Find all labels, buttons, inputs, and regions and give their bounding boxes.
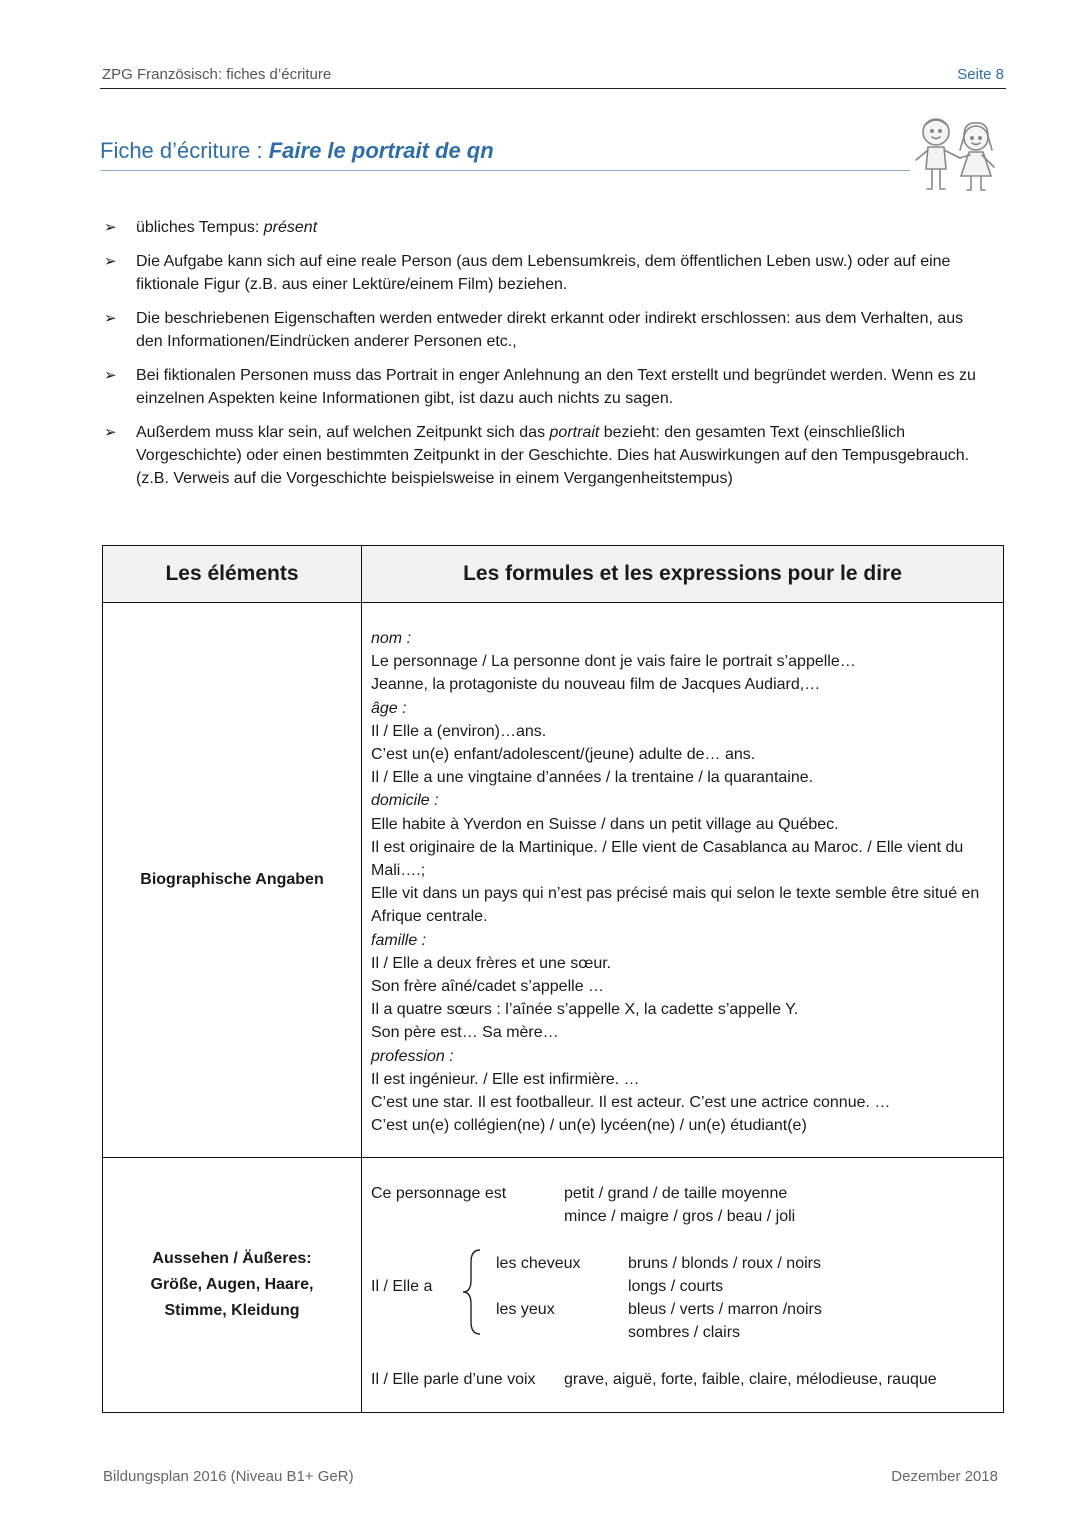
- page-title: [100, 138, 910, 164]
- expression-line: C’est un(e) collégien(ne) / un(e) lycéen(ne) / un(e) étudiant(e): [371, 1117, 807, 1135]
- arrow-bullet-icon: ➢: [104, 253, 117, 270]
- eye-colors: bleus / verts / marron /noirs: [628, 1301, 822, 1319]
- voice-phrase: Il / Elle parle d’une voix: [371, 1371, 536, 1389]
- expression-line: Il / Elle a deux frères et une sœur.: [371, 954, 612, 972]
- bio-expressions: [362, 603, 1004, 1158]
- title-emphasis: Faire le portrait de qn: [268, 138, 494, 163]
- section-label: âge :: [371, 699, 407, 717]
- eye-tone: sombres / clairs: [628, 1324, 741, 1342]
- bullet-text: übliches Tempus:: [136, 219, 264, 236]
- bullet-text-end: bezieht: den gesamten Text (einschließlich Vorgeschichte) oder einen bestimmten Zeitpunkt in der Geschichte. Dies hat Auswirkungen auf den Tempusgebrauch. (z.B. Verweis auf die Vorgeschichte beispielsweise in einem Vergangenheitstempus): [136, 424, 970, 487]
- expression-line: Son père est… Sa mère…: [371, 1024, 559, 1042]
- column-header-formulas: Les formules et les expressions pour le dire: [362, 546, 1004, 603]
- build-options: mince / maigre / gros / beau / joli: [564, 1208, 796, 1226]
- size-options: petit / grand / de taille moyenne: [564, 1185, 788, 1203]
- bullet-text: Bei fiktionalen Personen muss das Portrait in enger Anlehnung an den Text erstellt und begründet werden. Wenn es zu einzelnen Aspekten keine Informationen gibt, ist dazu auch nichts zu sagen.: [136, 367, 976, 407]
- page-number: Seite 8: [957, 66, 1004, 83]
- expression-line: Il / Elle a une vingtaine d’années / la trentaine / la quarantaine.: [371, 769, 814, 787]
- children-illustration-icon: [906, 112, 1006, 208]
- arrow-bullet-icon: ➢: [104, 219, 117, 236]
- expression-line: Elle vit dans un pays qui n’est pas précisé mais qui selon le texte semble être situé en Afrique centrale.: [371, 885, 980, 926]
- header-title: ZPG Französisch: fiches d’écriture: [102, 66, 332, 83]
- arrow-bullet-icon: ➢: [104, 367, 117, 384]
- list-item: [104, 421, 994, 490]
- table-row: [103, 1158, 1004, 1413]
- hair-label: les cheveux: [496, 1255, 581, 1273]
- label-line: Aussehen / Äußeres:: [152, 1250, 312, 1268]
- bullet-text: Die Aufgabe kann sich auf eine reale Person (aus dem Lebensumkreis, dem öffentlichen Leben usw.) oder auf eine fiktionale Figur (z.B. aus einer Lektüre/einem Film) beziehen.: [136, 253, 951, 293]
- list-item: [104, 250, 994, 296]
- expression-line: Il est originaire de la Martinique. / Elle vient de Casablanca au Maroc. / Elle vient du Mali….;: [371, 838, 964, 880]
- eyes-label: les yeux: [496, 1301, 555, 1319]
- table-row: [103, 603, 1004, 1158]
- expression-line: Il a quatre sœurs : l’aînée s’appelle X, la cadette s’appelle Y.: [371, 1001, 799, 1019]
- expression-line: Elle habite à Yverdon en Suisse / dans un petit village au Québec.: [371, 815, 839, 833]
- expression-line: C’est une star. Il est footballeur. Il est acteur. C’est une actrice connue. …: [371, 1094, 891, 1112]
- hair-length: longs / courts: [628, 1278, 724, 1296]
- section-label: profession :: [371, 1047, 454, 1065]
- appearance-expressions: [362, 1158, 1004, 1413]
- bullet-text: Die beschriebenen Eigenschaften werden entweder direkt erkannt oder indirekt erschlossen: aus dem Verhalten, aus den Informationen/Eindrücken anderer Personen etc.,: [136, 310, 964, 350]
- subject-phrase: Il / Elle a: [371, 1278, 433, 1296]
- arrow-bullet-icon: ➢: [104, 424, 117, 441]
- expressions-table: [102, 545, 1004, 1413]
- label-line: Größe, Augen, Haare,: [150, 1276, 314, 1294]
- title-prefix: Fiche d’écriture :: [100, 138, 269, 163]
- list-item: [104, 364, 994, 410]
- expression-line: Le personnage / La personne dont je vais faire le portrait s’appelle…: [371, 653, 856, 671]
- list-item: [104, 307, 994, 353]
- bullet-emphasis: présent: [263, 219, 318, 236]
- table-header-row: [103, 546, 1004, 603]
- column-header-elements: Les éléments: [103, 546, 362, 603]
- expression-line: Il / Elle a (environ)…ans.: [371, 722, 547, 740]
- hair-colors: bruns / blonds / roux / noirs: [628, 1255, 821, 1273]
- arrow-bullet-icon: ➢: [104, 310, 117, 327]
- row-label-bio: Biographische Angaben: [103, 603, 362, 1158]
- voice-options: grave, aiguë, forte, faible, claire, mélodieuse, rauque: [564, 1371, 937, 1389]
- section-label: domicile :: [371, 792, 439, 810]
- row-label-appearance: [103, 1158, 362, 1413]
- expression-line: Jeanne, la protagoniste du nouveau film de Jacques Audiard,…: [371, 676, 821, 694]
- title-bar: [100, 138, 910, 171]
- subject-phrase: Ce personnage est: [371, 1185, 507, 1203]
- page-header: [100, 66, 1006, 89]
- guidelines-list: [104, 216, 994, 501]
- label-line: Stimme, Kleidung: [164, 1302, 300, 1320]
- footer-left: Bildungsplan 2016 (Niveau B1+ GeR): [103, 1468, 354, 1485]
- expression-line: Son frère aîné/cadet s’appelle …: [371, 978, 605, 996]
- bullet-emphasis: portrait: [549, 424, 600, 441]
- bullet-text: Außerdem muss klar sein, auf welchen Zeitpunkt sich das: [136, 424, 550, 441]
- expression-line: C’est un(e) enfant/adolescent/(jeune) adulte de… ans.: [371, 746, 756, 764]
- expression-line: Il est ingénieur. / Elle est infirmière. …: [371, 1070, 640, 1088]
- curly-brace-icon: [460, 1248, 484, 1336]
- section-label: nom :: [371, 630, 412, 647]
- footer-right: Dezember 2018: [891, 1468, 998, 1485]
- section-label: famille :: [371, 931, 427, 949]
- list-item: [104, 216, 994, 239]
